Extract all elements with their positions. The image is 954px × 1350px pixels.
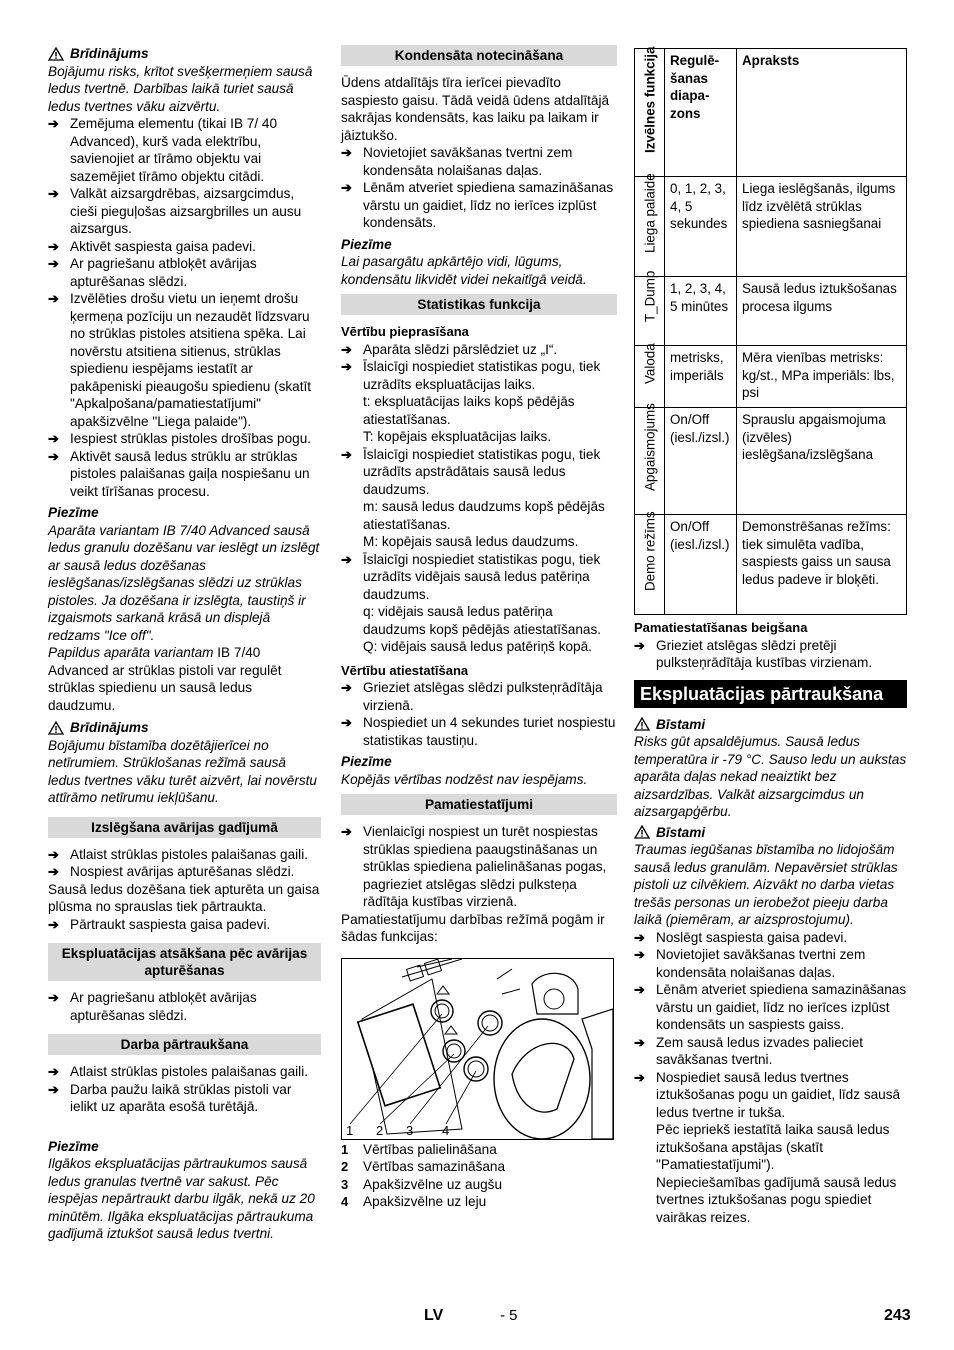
arrow-right-icon: ➔ — [48, 846, 59, 862]
settings-table — [634, 48, 907, 615]
step-detail: T: kopējais ekspluatācijas laiks. — [363, 429, 552, 444]
table-header-cell: Regulē-šanas diapa-zons — [665, 49, 737, 177]
section-heading: Izslēgšana avārijas gadījumā — [48, 817, 321, 838]
sub-heading: Vērtību atiestatīšana — [341, 662, 469, 678]
arrow-right-icon: ➔ — [48, 916, 59, 932]
danger-heading: Bīstami — [634, 824, 907, 842]
step-detail: Q: vidējais sausā ledus patēriņš kopā. — [363, 639, 592, 654]
arrow-right-icon: ➔ — [634, 637, 645, 653]
control-panel-figure — [341, 958, 614, 1140]
table-cell: Liega ieslēgšanās, ilgums līdz izvēlētā strūklas spiediena sasniegšanai — [737, 177, 907, 277]
arrow-right-icon: ➔ — [341, 180, 352, 195]
step-item: ➔ Aktivēt saspiesta gaisa padevi. — [48, 238, 256, 254]
arrow-right-icon: ➔ — [48, 116, 59, 131]
step-item: ➔ Ar pagriešanu atbloķēt avārijas apturēšanas slēdzi. — [48, 256, 257, 289]
warning-icon — [48, 47, 64, 61]
column-right — [634, 48, 907, 1226]
arrow-right-icon: ➔ — [341, 341, 352, 357]
table-row — [635, 515, 907, 615]
body-text: Pamatiestatījumu darbības režīmā pogām ir šādas funkcijas: — [341, 911, 605, 944]
step-item: ➔ Vienlaicīgi nospiest un turēt nospiestas strūklas spiediena paaugstināšanas un strūklas spiediena palielināšanas pogas, pagrieziet atslēgas slēdzi pulksteņa rādītāja kustības virzienā. — [341, 824, 607, 909]
note-heading: Piezīme — [48, 1138, 99, 1154]
arrow-right-icon: ➔ — [48, 864, 59, 879]
step-item: ➔ Zem sausā ledus izvades palieciet savākšanas tvertni. — [634, 1034, 864, 1067]
note-extra: Papildus aparāta variantam IB 7/40 Advanced ar strūklas pistoli var regulēt strūklas spiedienu un sausā ledus daudzumu. — [48, 645, 282, 713]
arrow-right-icon: ➔ — [48, 990, 59, 1005]
arrow-right-icon: ➔ — [341, 824, 352, 839]
step-item: ➔ Īslaicīgi nospiediet statistikas pogu, tiek uzrādīts ekspluatācijas laiks. — [341, 359, 601, 392]
arrow-right-icon: ➔ — [341, 551, 352, 567]
note-text: Lai pasargātu apkārtējo vidi, lūgums, kondensātu likvidēt videi nekaitīgā veidā. — [341, 254, 587, 287]
table-cell: Demonstrēšanas režīms: tiek simulēta vadība, saspiests gaiss un sausa ledus padeve ir bloķēti. — [737, 515, 907, 615]
step-item: ➔ Iespiest strūklas pistoles drošības pogu. — [48, 431, 312, 446]
note-heading: Piezīme — [341, 754, 392, 769]
section-heading: Darba pārtraukšana — [48, 1034, 321, 1055]
step-item: ➔ Atlaist strūklas pistoles palaišanas gaili. — [48, 1064, 309, 1079]
table-cell: 0, 1, 2, 3, 4, 5 sekundes — [665, 177, 737, 277]
section-heading: Kondensāta notecināšana — [341, 45, 617, 66]
warning-icon — [634, 825, 650, 839]
arrow-right-icon: ➔ — [634, 1069, 645, 1085]
step-item: ➔ Noslēgt saspiesta gaisa padevi. — [634, 929, 848, 945]
step-item: ➔ Novietojiet savākšanas tvertni zem kondensāta nolaišanas daļas. — [634, 947, 866, 980]
table-cell: Sausā ledus iztukšošanas procesa ilgums — [737, 277, 907, 346]
danger-heading: Bīstami — [634, 716, 907, 734]
section-heading: Pamatiestatījumi — [341, 794, 617, 815]
arrow-right-icon: ➔ — [48, 186, 59, 201]
table-cell: Apgaismojums — [635, 408, 665, 515]
step-item: ➔ Ar pagriešanu atbloķēt avārijas apturēšanas slēdzi. — [48, 990, 257, 1023]
step-detail: Nepieciešamības gadījumā sausā ledus tvertnes iztukšošanas pogu spiediet vairākas reizes. — [656, 1174, 897, 1225]
table-cell: On/Off (iesl./izsl.) — [665, 515, 737, 615]
warning-text: Bojājumu bīstamība dozētājierīcei no netīrumiem. Strūklošanas režīmā sausā ledus tvertnes vāku turēt aizvērt, lai novērstu attīrāmo netīrumu iekļūšanu. — [48, 737, 317, 805]
step-detail: t: ekspluatācijas laiks kopš pēdējās atiestatīšanas. — [363, 394, 575, 427]
figure-label: 1 — [346, 1122, 354, 1138]
legend-item: 1 Vērtības palielināšana — [341, 1141, 497, 1157]
table-cell: Liega palaide — [635, 177, 665, 277]
arrow-right-icon: ➔ — [48, 431, 59, 446]
step-item: ➔ Novietojiet savākšanas tvertni zem kondensāta nolaišanas daļas. — [341, 145, 573, 178]
column-middle — [341, 44, 617, 1211]
step-detail: Pēc iepriekš iestatītā laika sausā ledus iztukšošana apstājas (skatīt "Pamatiestatījumi"). — [656, 1122, 890, 1172]
step-item: ➔ Darba paužu laikā strūklas pistoli var ielikt uz aparāta esošā turētājā. — [48, 1081, 292, 1114]
note-text: Aparāta variantam IB 7/40 Advanced sausā ledus granulu dozēšanu var ieslēgt un izslēgt ar sausā ledus dozēšanas ieslēgšanas/izslēgšanas slēdzi uz strūklas pistoles. Ja dozēšana ir izslēgta, taustiņš ir izgaismots sarkanā krāsā un displejā redzams "Ice off". — [48, 522, 320, 643]
step-item: ➔ Īslaicīgi nospiediet statistikas pogu, tiek uzrādīts vidējais sausā ledus patēriņa daudzums. — [341, 551, 601, 602]
footer-language: LV — [424, 1307, 444, 1324]
arrow-right-icon: ➔ — [341, 359, 352, 374]
arrow-right-icon: ➔ — [634, 947, 645, 962]
arrow-right-icon: ➔ — [341, 145, 352, 160]
table-header-row — [635, 49, 907, 177]
table-cell: Demo režīms — [635, 515, 665, 615]
step-item: ➔ Nospiediet sausā ledus tvertnes iztukšošanas pogu un gaidiet, līdz sausā ledus tvertne ir tukša. — [634, 1069, 901, 1120]
table-row — [635, 346, 907, 408]
table-cell: 1, 2, 3, 4, 5 minūtes — [665, 277, 737, 346]
arrow-right-icon: ➔ — [48, 448, 59, 464]
table-cell: Mēra vienības metrisks: kg/st., MPa imperiāls: lbs, psi — [737, 346, 907, 408]
column-left — [48, 44, 321, 1243]
arrow-right-icon: ➔ — [48, 1064, 59, 1079]
figure-legend — [341, 1141, 617, 1211]
step-item: ➔ Aparāta slēdzi pārslēdziet uz „I“. — [341, 341, 558, 357]
arrow-right-icon: ➔ — [48, 256, 59, 271]
warning-icon — [48, 721, 64, 735]
arrow-right-icon: ➔ — [48, 238, 59, 254]
arrow-right-icon: ➔ — [634, 1034, 645, 1050]
step-item: ➔ Atlaist strūklas pistoles palaišanas gaili. — [48, 846, 309, 862]
figure-label: 2 — [376, 1122, 384, 1138]
warning-heading: Brīdinājums — [48, 719, 321, 737]
step-detail: q: vidējais sausā ledus patēriņa daudzums kopš pēdējās atiestatīšanas. — [363, 604, 602, 637]
warning-text: Bojājumu risks, krītot svešķermeņiem sausā ledus tvertnē. Darbības laikā turiet sausā ledus tvertnes vāku aizvērtu. — [48, 63, 313, 114]
step-list — [48, 115, 321, 500]
section-heading: Statistikas funkcija — [341, 294, 617, 315]
table-row — [635, 177, 907, 277]
warning-heading: Brīdinājums — [48, 45, 321, 63]
body-text: Sausā ledus dozēšana tiek apturēta un gaisa plūsma no sprauslas tiek pārtraukta. — [48, 881, 320, 914]
step-detail: m: sausā ledus daudzums kopš pēdējās atiestatīšanas. — [363, 499, 605, 532]
step-item: ➔ Grieziet atslēgas slēdzi pretēji pulksteņrādītāja kustības virzienam. — [634, 637, 873, 670]
note-text: Kopējās vērtības nodzēst nav iespējams. — [341, 771, 588, 787]
danger-text: Risks gūt apsaldējumus. Sausā ledus temperatūra ir -79 °C. Sauso ledu un aukstas aparāta daļas nekad neaiztikt bez aizsardzības. Valkāt aizsargcimdus un aizsargapģērbu. — [634, 734, 907, 819]
figure-label: 3 — [406, 1122, 414, 1138]
figure-label: 4 — [442, 1122, 450, 1138]
step-detail: M: kopējais sausā ledus daudzums. — [363, 534, 579, 549]
arrow-right-icon: ➔ — [341, 715, 352, 730]
footer-page-number: 243 — [884, 1307, 911, 1324]
step-item: ➔ Nospiediet un 4 sekundes turiet nospiestu statistikas taustiņu. — [341, 715, 616, 748]
danger-text: Traumas iegūšanas bīstamība no lidojošām sausā ledus granulām. Nepavērsiet strūklas pistoli uz cilvēkiem. Aizvākt no darba vietas trešās personas un ierobežot pieeju darba laikā (piemēram, ar aizsprostojumu). — [634, 842, 898, 927]
step-item: ➔ Nospiest avārijas apturēšanas slēdzi. — [48, 864, 295, 879]
table-header-cell: Apraksts — [737, 49, 907, 177]
arrow-right-icon: ➔ — [634, 929, 645, 945]
note-text: Ilgākos ekspluatācijas pārtraukumos sausā ledus granulas tvertnē var sakust. Pēc iespējas nepārtraukt darbu ilgāk, nekā uz 20 minūtēm. Ilgāka ekspluatācijas pārtraukuma gadījumā iztukšot sausā ledus tvertni. — [48, 1156, 315, 1241]
step-item: ➔ Valkāt aizsargdrēbas, aizsargcimdus, cieši pieguļošas aizsargbrilles un ausu aizsargus. — [48, 186, 302, 236]
note-heading: Piezīme — [48, 505, 99, 520]
arrow-right-icon: ➔ — [48, 1081, 59, 1097]
body-text: Ūdens atdalītājs tīra ierīcei pievadīto saspiesto gaisu. Tādā veidā ūdens atdalītājā sakrājas kondensāts, kas laiku pa laikam ir jāiztukšo. — [341, 75, 610, 143]
arrow-right-icon: ➔ — [341, 446, 352, 462]
table-cell: metrisks, imperiāls — [665, 346, 737, 408]
step-item: ➔ Zemējuma elementu (tikai IB 7/ 40 Advanced), kurš vada elektrību, savienojiet ar tīrāmo objektu vai sazemējiet tīrāmo objektu citādi. — [48, 116, 278, 184]
table-cell: Valoda — [635, 346, 665, 408]
step-item: ➔ Pārtraukt saspiesta gaisa padevi. — [48, 916, 271, 932]
sub-heading: Vērtību pieprasīšana — [341, 324, 469, 339]
legend-item: 2 Vērtības samazināšana — [341, 1159, 506, 1174]
sub-heading: Pamatiestatīšanas beigšana — [634, 620, 808, 635]
table-row — [635, 408, 907, 515]
legend-item: 4 Apakšizvēlne uz leju — [341, 1194, 487, 1209]
table-row — [635, 277, 907, 346]
table-cell: Sprauslu apgaismojuma (izvēles) ieslēgšana/izslēgšana — [737, 408, 907, 515]
table-cell: On/Off (iesl./izsl.) — [665, 408, 737, 515]
arrow-right-icon: ➔ — [634, 982, 645, 997]
step-item: ➔ Lēnām atveriet spiediena samazināšanas vārstu un gaidiet, līdz no ierīces izplūst kondensāts. — [341, 180, 614, 230]
footer-page-indicator: - 5 — [500, 1307, 518, 1324]
arrow-right-icon: ➔ — [48, 291, 59, 306]
step-item: ➔ Lēnām atveriet spiediena samazināšanas vārstu un gaidiet, līdz no ierīces izplūst kondensāts un saspiests gaiss. — [634, 982, 907, 1032]
step-item: ➔ Izvēlēties drošu vietu un ieņemt drošu ķermeņa pozīciju un nezaudēt līdzsvaru no strūklas pistoles atsitiena spēka. Lai novērstu atsitiena sitienus, strūklas spiedienu iespējams iestatīt ar pakāpeniski pieaugošu spiedienu (skatīt "Apkalpošana/pamatiestatījumi" apakšizvēlne "Liega palaide"). — [48, 291, 312, 429]
legend-item: 3 Apakšizvēlne uz augšu — [341, 1176, 503, 1192]
step-item: ➔ Aktivēt sausā ledus strūklu ar strūklas pistoles palaišanas gaiļa nospiešanu un veikt tīrīšanas procesu. — [48, 448, 310, 499]
control-panel-illustration — [342, 959, 613, 1139]
step-item: ➔ Grieziet atslēgas slēdzi pulksteņrādītāja virzienā. — [341, 680, 603, 713]
section-heading: Ekspluatācijas atsākšana pēc avārijas apturēšanas — [48, 943, 321, 981]
note-heading: Piezīme — [341, 236, 392, 252]
chapter-heading: Ekspluatācijas pārtraukšana — [634, 680, 907, 708]
arrow-right-icon: ➔ — [341, 680, 352, 695]
table-cell: T_Dump — [635, 277, 665, 346]
warning-icon — [634, 717, 650, 731]
step-item: ➔ Īslaicīgi nospiediet statistikas pogu, tiek uzrādīts apstrādātais sausā ledus daudzums. — [341, 446, 601, 497]
table-header-cell: Izvēlnes funkcija — [635, 49, 665, 177]
